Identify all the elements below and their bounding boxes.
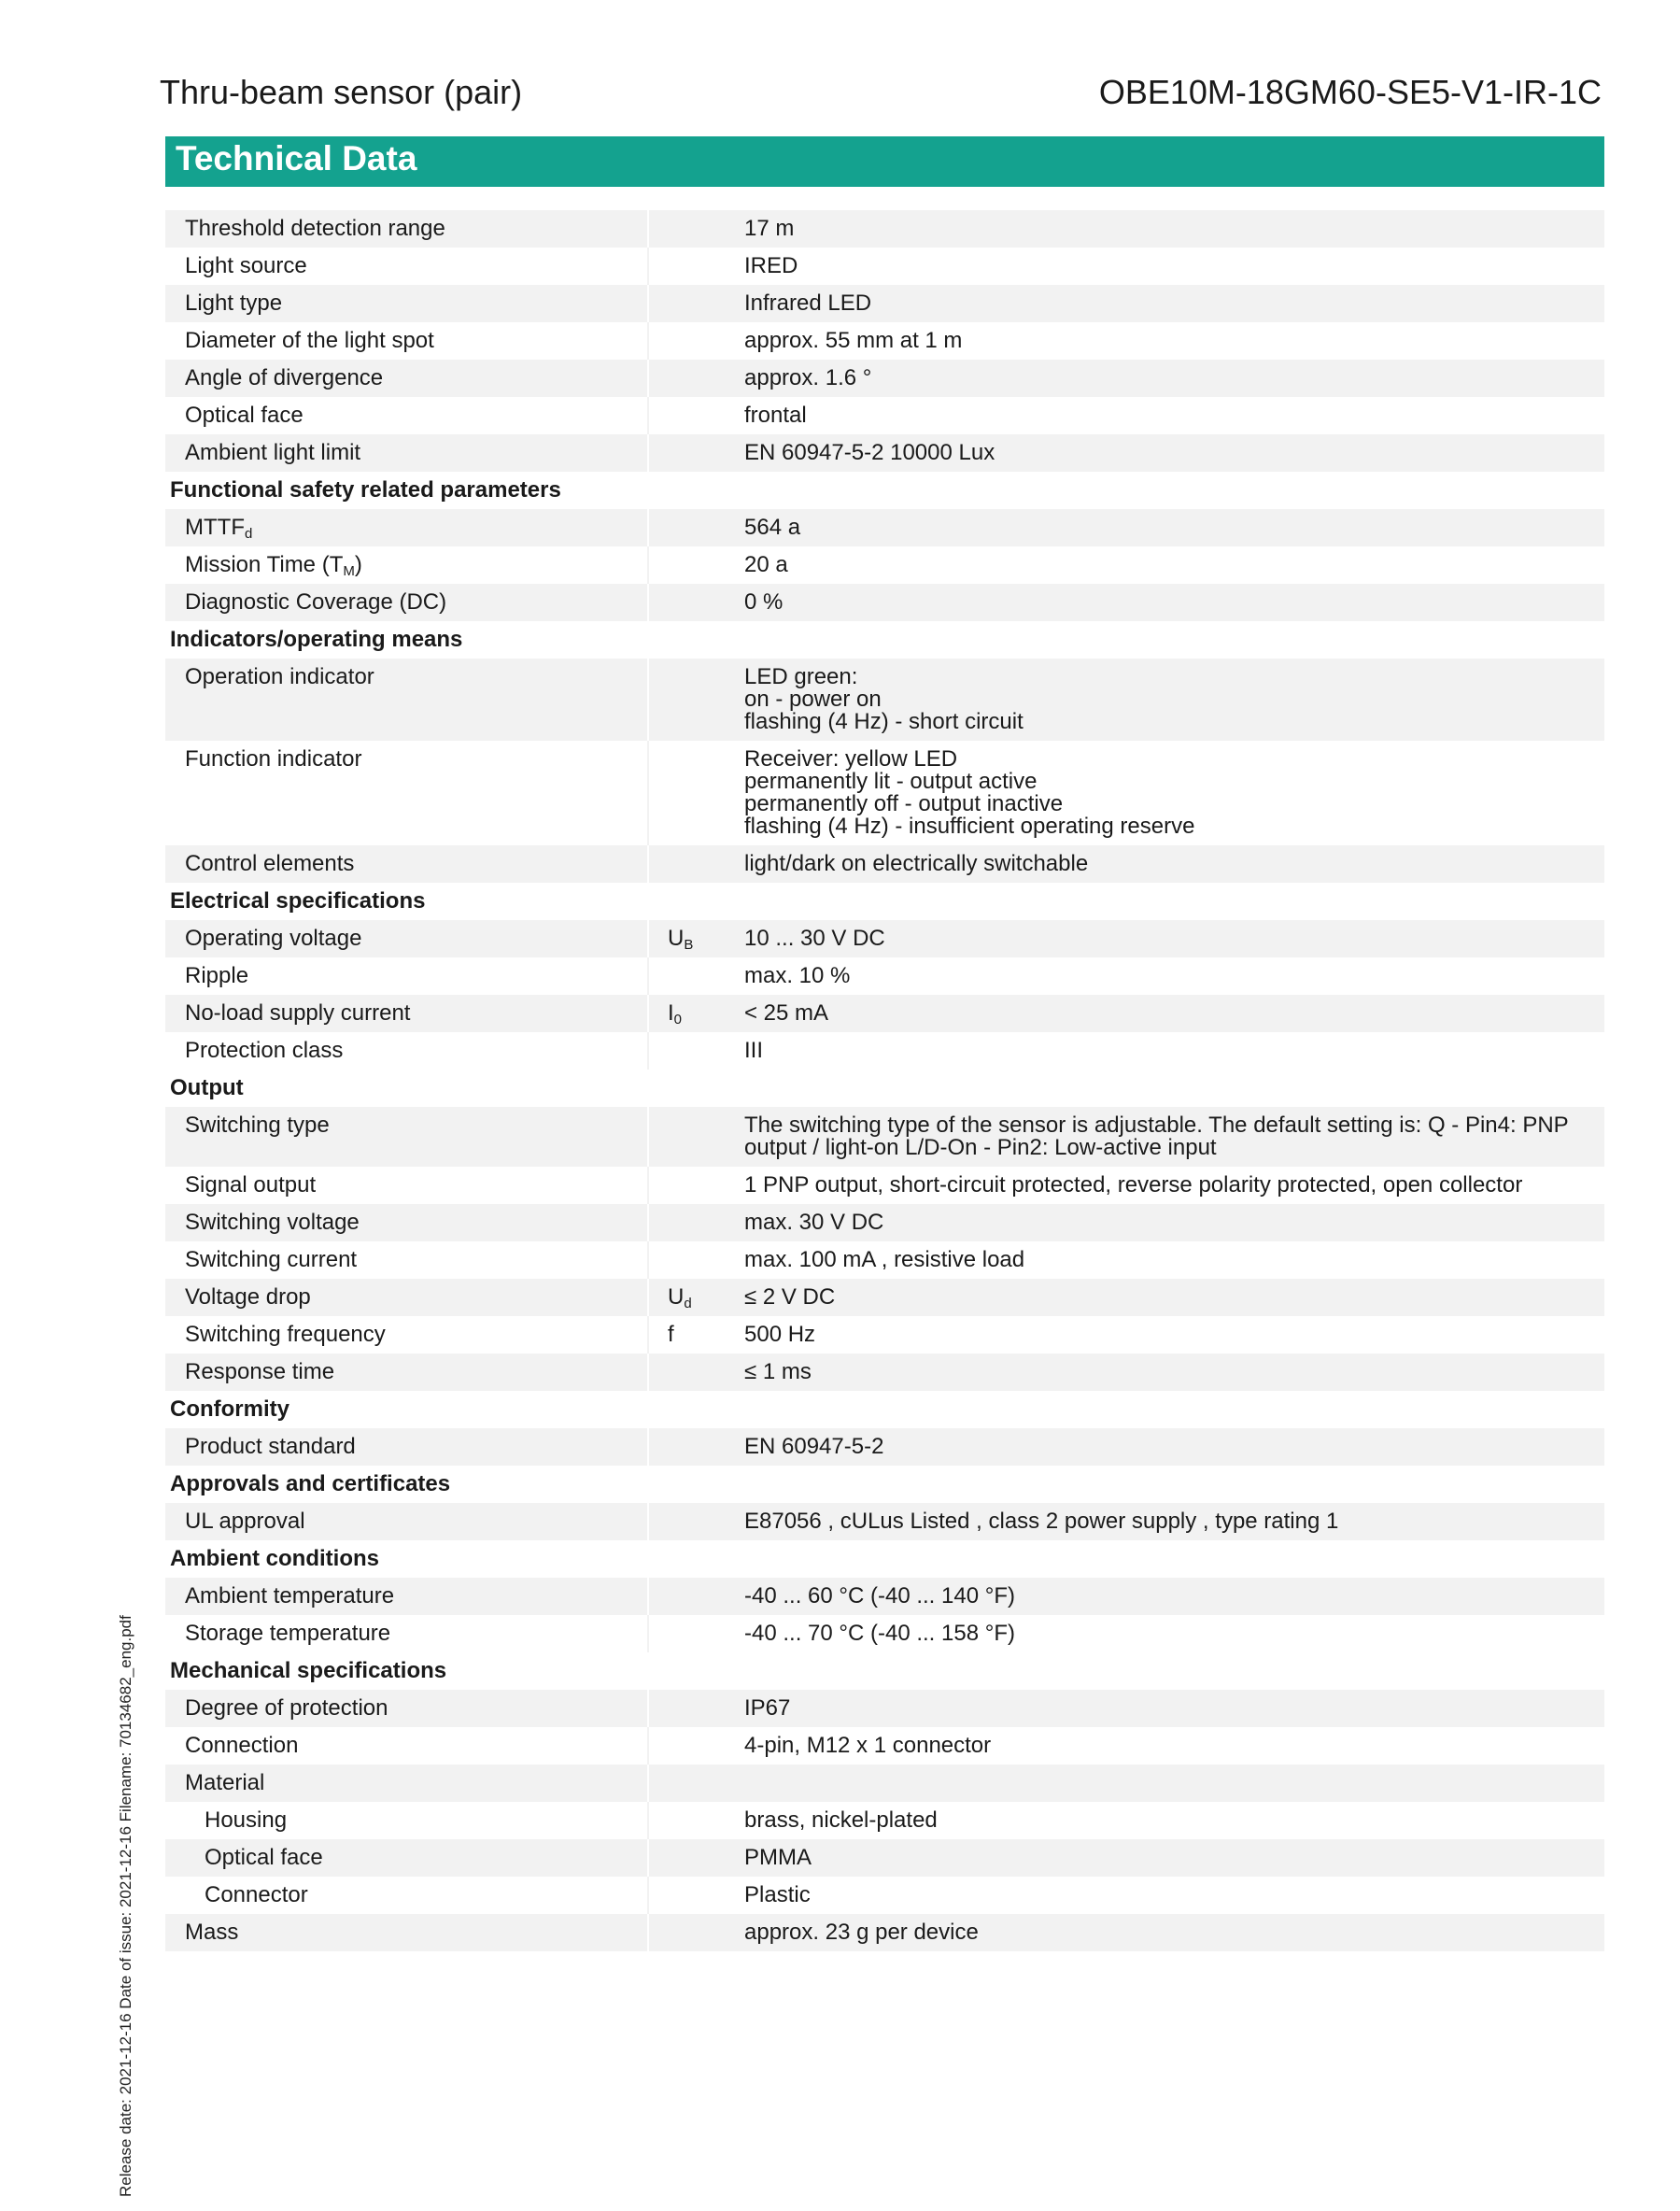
- table-row: [165, 434, 1604, 472]
- section-heading: Approvals and certificates: [165, 1466, 1604, 1503]
- param-value: LED green: on - power on flashing (4 Hz) - short circuit: [744, 664, 1024, 734]
- section-heading: Ambient conditions: [165, 1540, 1604, 1578]
- param-name: [165, 1802, 647, 1839]
- table-row: [165, 1354, 1604, 1391]
- table-row: [165, 1107, 1604, 1167]
- param-name: [165, 397, 647, 434]
- param-name-text: Housing: [205, 1807, 288, 1833]
- table-row: [165, 1727, 1604, 1765]
- param-name: [165, 434, 647, 472]
- technical-data-banner: [165, 136, 1604, 187]
- table-row: [165, 1839, 1604, 1877]
- param-value: 1 PNP output, short-circuit protected, reverse polarity protected, open collector: [744, 1172, 1523, 1198]
- param-value: 4-pin, M12 x 1 connector: [744, 1733, 992, 1758]
- release-info-side-text: Release date: 2021-12-16 Date of issue: 2021-12-16 Filename: 70134682_eng.pdf: [117, 1615, 134, 2197]
- param-name: [165, 995, 647, 1032]
- table-row: [165, 995, 1604, 1032]
- param-name-text: Material: [185, 1770, 265, 1795]
- section-heading: Functional safety related parameters: [165, 472, 1604, 509]
- section-heading: Mechanical specifications: [165, 1652, 1604, 1690]
- param-name: [165, 360, 647, 397]
- param-symbol: [647, 1032, 726, 1070]
- param-name-text: Mission Time (T: [185, 552, 344, 577]
- param-name-subscript: d: [244, 526, 253, 542]
- table-row: [165, 1204, 1604, 1241]
- table-row: [165, 1316, 1604, 1354]
- table-row: [165, 659, 1604, 741]
- table-row: [165, 546, 1604, 584]
- param-name: [165, 1578, 647, 1615]
- param-symbol: [647, 1428, 726, 1466]
- table-row: [165, 1877, 1604, 1914]
- param-name: [165, 1279, 647, 1316]
- param-name-suffix: ): [354, 552, 362, 577]
- param-name-text: Function indicator: [185, 746, 362, 772]
- param-name-text: Product standard: [185, 1434, 356, 1459]
- param-name-text: Ripple: [185, 963, 249, 988]
- technical-data-table: [165, 210, 1604, 1951]
- param-symbol: [647, 1839, 726, 1877]
- table-row: [165, 360, 1604, 397]
- table-row: [165, 1032, 1604, 1070]
- param-name: [165, 1241, 647, 1279]
- param-name: [165, 546, 647, 584]
- table-row: [165, 1578, 1604, 1615]
- param-symbol: [647, 434, 726, 472]
- param-value: Plastic: [744, 1882, 811, 1907]
- table-row: [165, 1428, 1604, 1466]
- param-symbol: [647, 360, 726, 397]
- param-value: 17 m: [744, 216, 795, 241]
- param-symbol: [647, 322, 726, 360]
- table-row: [165, 1279, 1604, 1316]
- param-name-text: Mass: [185, 1920, 239, 1945]
- param-name-subscript: M: [343, 563, 355, 579]
- param-symbol: [647, 248, 726, 285]
- param-name: [165, 1428, 647, 1466]
- param-name-text: Voltage drop: [185, 1284, 311, 1310]
- param-name-text: MTTF: [185, 515, 245, 540]
- param-name: [165, 957, 647, 995]
- param-name: [165, 248, 647, 285]
- param-name: [165, 1615, 647, 1652]
- param-value: [726, 1765, 1604, 1802]
- param-name: [165, 1354, 647, 1391]
- table-row: [165, 957, 1604, 995]
- param-name: [165, 1503, 647, 1540]
- param-value: approx. 23 g per device: [744, 1920, 979, 1945]
- param-name: [165, 1107, 647, 1167]
- param-name: [165, 584, 647, 621]
- param-symbol: [647, 845, 726, 883]
- param-value: 500 Hz: [744, 1322, 816, 1347]
- param-value: EN 60947-5-2: [744, 1434, 884, 1459]
- table-row: [165, 1802, 1604, 1839]
- param-name-text: No-load supply current: [185, 1000, 411, 1026]
- param-symbol-text: f: [668, 1322, 674, 1347]
- param-name-text: Diagnostic Coverage (DC): [185, 589, 447, 615]
- param-name-text: Threshold detection range: [185, 216, 445, 241]
- param-value: E87056 , cULus Listed , class 2 power supply , type rating 1: [744, 1509, 1339, 1534]
- param-symbol: [647, 1241, 726, 1279]
- param-name: [165, 1839, 647, 1877]
- param-symbol-subscript: d: [684, 1296, 692, 1311]
- param-name: [165, 1690, 647, 1727]
- param-name: [165, 1727, 647, 1765]
- param-symbol: [647, 920, 726, 957]
- table-row: [165, 1615, 1604, 1652]
- param-value: 10 ... 30 V DC: [744, 926, 885, 951]
- table-row: [165, 248, 1604, 285]
- param-symbol: [647, 1167, 726, 1204]
- product-type-title: Thru-beam sensor (pair): [160, 73, 523, 111]
- param-name: [165, 1316, 647, 1354]
- param-symbol-text: I: [668, 1000, 674, 1026]
- param-symbol: [647, 1914, 726, 1951]
- banner-title: Technical Data: [176, 139, 417, 177]
- param-name-text: Light type: [185, 291, 283, 316]
- table-row: [165, 1765, 1604, 1802]
- param-symbol: [647, 1503, 726, 1540]
- param-name-text: UL approval: [185, 1509, 305, 1534]
- table-row: [165, 322, 1604, 360]
- param-name-text: Light source: [185, 253, 307, 278]
- table-row: [165, 1690, 1604, 1727]
- param-name: [165, 1032, 647, 1070]
- param-value: 0 %: [744, 589, 784, 615]
- param-name-text: Switching voltage: [185, 1210, 360, 1235]
- table-row: [165, 397, 1604, 434]
- param-name-text: Switching current: [185, 1247, 358, 1272]
- param-symbol: [647, 659, 726, 741]
- param-name-text: Diameter of the light spot: [185, 328, 434, 353]
- param-symbol: [647, 1765, 726, 1802]
- param-value: PMMA: [744, 1845, 812, 1870]
- param-symbol-text: U: [668, 926, 685, 951]
- param-name-text: Operating voltage: [185, 926, 362, 951]
- param-symbol-subscript: B: [684, 937, 694, 953]
- param-name-text: Connector: [205, 1882, 308, 1907]
- param-value: approx. 55 mm at 1 m: [744, 328, 963, 353]
- param-name-text: Storage temperature: [185, 1621, 391, 1646]
- param-name-text: Degree of protection: [185, 1695, 388, 1721]
- param-symbol: [647, 995, 726, 1032]
- table-row: [165, 509, 1604, 546]
- table-row: [165, 210, 1604, 248]
- param-name-text: Protection class: [185, 1038, 344, 1063]
- param-value: ≤ 2 V DC: [744, 1284, 836, 1310]
- product-model-code: OBE10M-18GM60-SE5-V1-IR-1C: [1098, 73, 1602, 111]
- param-name-text: Response time: [185, 1359, 335, 1384]
- param-name: [165, 845, 647, 883]
- param-symbol: [647, 584, 726, 621]
- param-value: frontal: [744, 403, 807, 428]
- table-row: [165, 741, 1604, 845]
- param-value: EN 60947-5-2 10000 Lux: [744, 440, 995, 465]
- param-symbol: [647, 957, 726, 995]
- param-symbol-text: U: [668, 1284, 685, 1310]
- param-symbol: [647, 210, 726, 248]
- param-name: [165, 1877, 647, 1914]
- param-symbol: [647, 285, 726, 322]
- table-row: [165, 1241, 1604, 1279]
- param-name: [165, 509, 647, 546]
- table-row: [165, 1167, 1604, 1204]
- param-symbol: [647, 1107, 726, 1167]
- section-heading: Output: [165, 1070, 1604, 1107]
- param-name-text: Ambient temperature: [185, 1583, 395, 1609]
- param-value: max. 100 mA , resistive load: [744, 1247, 1025, 1272]
- param-value: -40 ... 60 °C (-40 ... 140 °F): [744, 1583, 1015, 1609]
- param-symbol: [647, 509, 726, 546]
- param-symbol: [647, 1615, 726, 1652]
- param-value: 564 a: [744, 515, 801, 540]
- param-name-text: Switching type: [185, 1113, 330, 1138]
- table-row: [165, 285, 1604, 322]
- param-value: < 25 mA: [744, 1000, 829, 1026]
- param-value: Receiver: yellow LED permanently lit - output active permanently off - output inactive flashing (4 Hz) - insufficient operating reserve: [744, 746, 1195, 839]
- table-row: [165, 920, 1604, 957]
- section-heading: Indicators/operating means: [165, 621, 1604, 659]
- param-name: [165, 741, 647, 845]
- table-row: [165, 845, 1604, 883]
- param-value: IRED: [744, 253, 798, 278]
- param-name-text: Signal output: [185, 1172, 317, 1198]
- param-name-text: Angle of divergence: [185, 365, 384, 390]
- section-heading: Conformity: [165, 1391, 1604, 1428]
- param-name-text: Control elements: [185, 851, 355, 876]
- param-value: Infrared LED: [744, 291, 872, 316]
- param-value: brass, nickel-plated: [744, 1807, 938, 1833]
- table-row: [165, 1914, 1604, 1951]
- param-name-text: Optical face: [205, 1845, 323, 1870]
- param-name: [165, 322, 647, 360]
- param-value: max. 30 V DC: [744, 1210, 884, 1235]
- param-symbol: [647, 1279, 726, 1316]
- param-name: [165, 1167, 647, 1204]
- param-name: [165, 920, 647, 957]
- param-symbol: [647, 397, 726, 434]
- param-name-text: Switching frequency: [185, 1322, 386, 1347]
- param-symbol: [647, 1802, 726, 1839]
- param-name-text: Optical face: [185, 403, 304, 428]
- param-value: 20 a: [744, 552, 788, 577]
- param-value: -40 ... 70 °C (-40 ... 158 °F): [744, 1621, 1015, 1646]
- param-symbol: [647, 741, 726, 845]
- param-symbol: [647, 1877, 726, 1914]
- param-value: max. 10 %: [744, 963, 851, 988]
- param-symbol: [647, 1690, 726, 1727]
- param-symbol: [647, 1727, 726, 1765]
- param-value: III: [744, 1038, 764, 1063]
- param-symbol: [647, 1578, 726, 1615]
- param-symbol: [647, 546, 726, 584]
- param-symbol: [647, 1316, 726, 1354]
- param-value: approx. 1.6 °: [744, 365, 872, 390]
- param-name: [165, 1204, 647, 1241]
- param-name-text: Ambient light limit: [185, 440, 361, 465]
- param-name: [165, 210, 647, 248]
- param-value: light/dark on electrically switchable: [744, 851, 1089, 876]
- param-symbol-subscript: 0: [673, 1012, 683, 1028]
- param-name: [165, 1765, 647, 1802]
- param-name-text: Operation indicator: [185, 664, 374, 689]
- param-name: [165, 1914, 647, 1951]
- param-name: [165, 659, 647, 741]
- param-value: The switching type of the sensor is adjustable. The default setting is: Q - Pin4: PNP output / light-on L/D-On - Pin2: Low-active input: [744, 1113, 1569, 1160]
- table-row: [165, 584, 1604, 621]
- param-symbol: [647, 1354, 726, 1391]
- param-symbol: [647, 1204, 726, 1241]
- param-value: IP67: [744, 1695, 791, 1721]
- table-row: [165, 1503, 1604, 1540]
- param-value: ≤ 1 ms: [744, 1359, 812, 1384]
- param-name: [165, 285, 647, 322]
- section-heading: Electrical specifications: [165, 883, 1604, 920]
- param-name-text: Connection: [185, 1733, 299, 1758]
